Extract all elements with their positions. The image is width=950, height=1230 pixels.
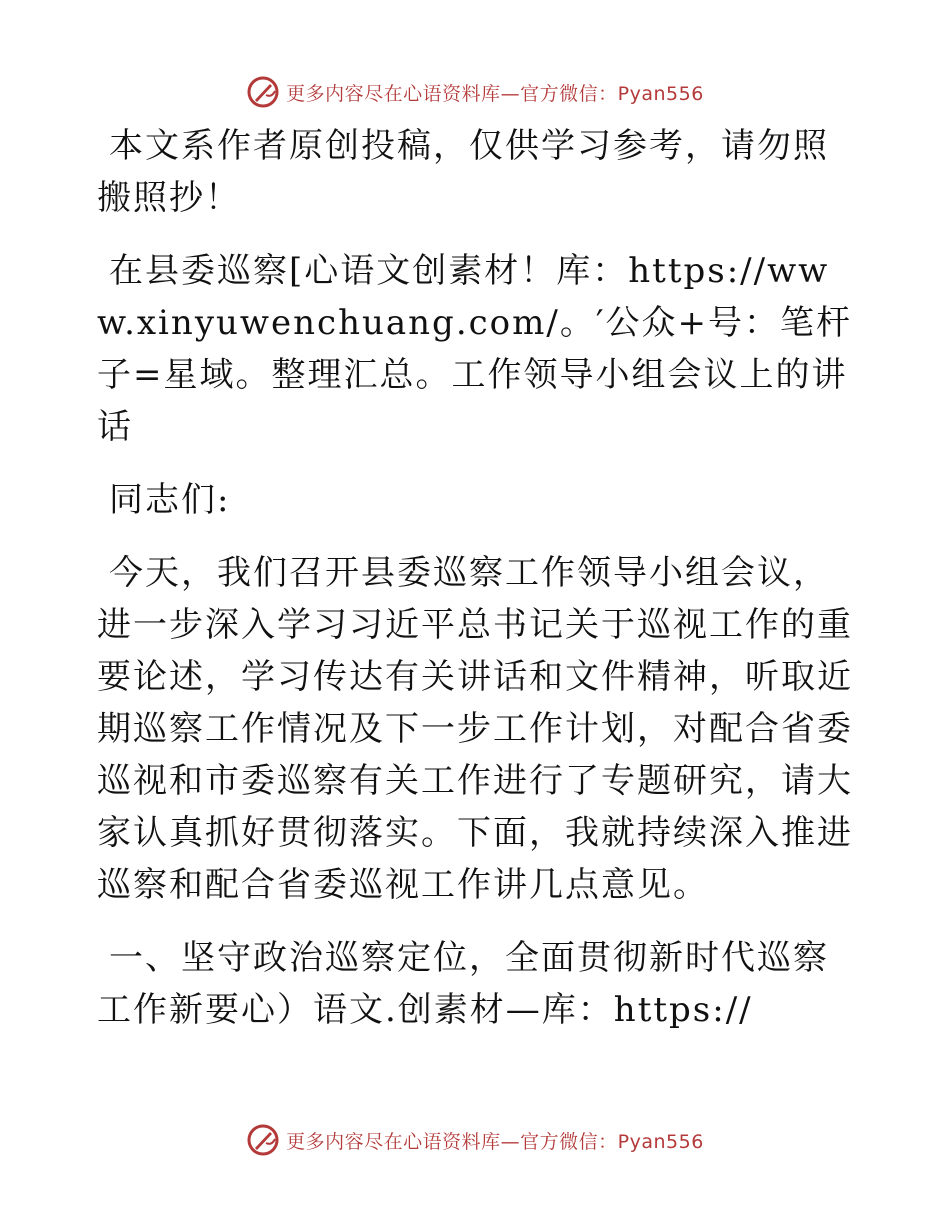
- footer-watermark: [0, 1118, 950, 1162]
- paragraph-intro-text: 今天，我们召开县委巡察工作领导小组会议，进一步深入学习习近平总书记关于巡视工作的重要论述，学习传达有关讲话和文件精神，听取近期巡察工作情况及下一步工作计划，对配合省委巡视和市委巡察有关工作进行了专题研究，请大家认真抓好贯彻落实。下面，我就持续深入推进巡察和配合省委巡视工作讲几点意见。: [97, 553, 853, 905]
- paragraph-notice: [97, 120, 857, 224]
- paragraph-salutation: [97, 474, 857, 526]
- paragraph-notice-text: 本文系作者原创投稿，仅供学习参考，请勿照搬照抄！: [97, 126, 829, 218]
- header-watermark-text: 更多内容尽在心语资料库—官方微信：Pyan556: [286, 82, 704, 105]
- paragraph-salutation-text: 同志们:: [109, 480, 231, 520]
- footer-watermark-text: 更多内容尽在心语资料库—官方微信：Pyan556: [286, 1130, 704, 1153]
- paragraph-section-one-text: 一、坚守政治巡察定位，全面贯彻新时代巡察工作新要心）语文.创素材—库：https://: [97, 938, 829, 1030]
- paragraph-title-text: 在县委巡察[心语文创素材！库：https://www.xinyuwenchuang.com/。′公众+号：笔杆子=星域。整理汇总。工作领导小组会议上的讲话: [97, 251, 853, 447]
- paragraph-title: [97, 245, 857, 453]
- quill-seal-icon: [246, 75, 280, 109]
- header-watermark: [0, 70, 950, 114]
- paragraph-intro: [97, 547, 857, 911]
- document-body: [97, 120, 857, 1057]
- paragraph-section-one: [97, 932, 857, 1036]
- quill-seal-icon: [246, 1123, 280, 1157]
